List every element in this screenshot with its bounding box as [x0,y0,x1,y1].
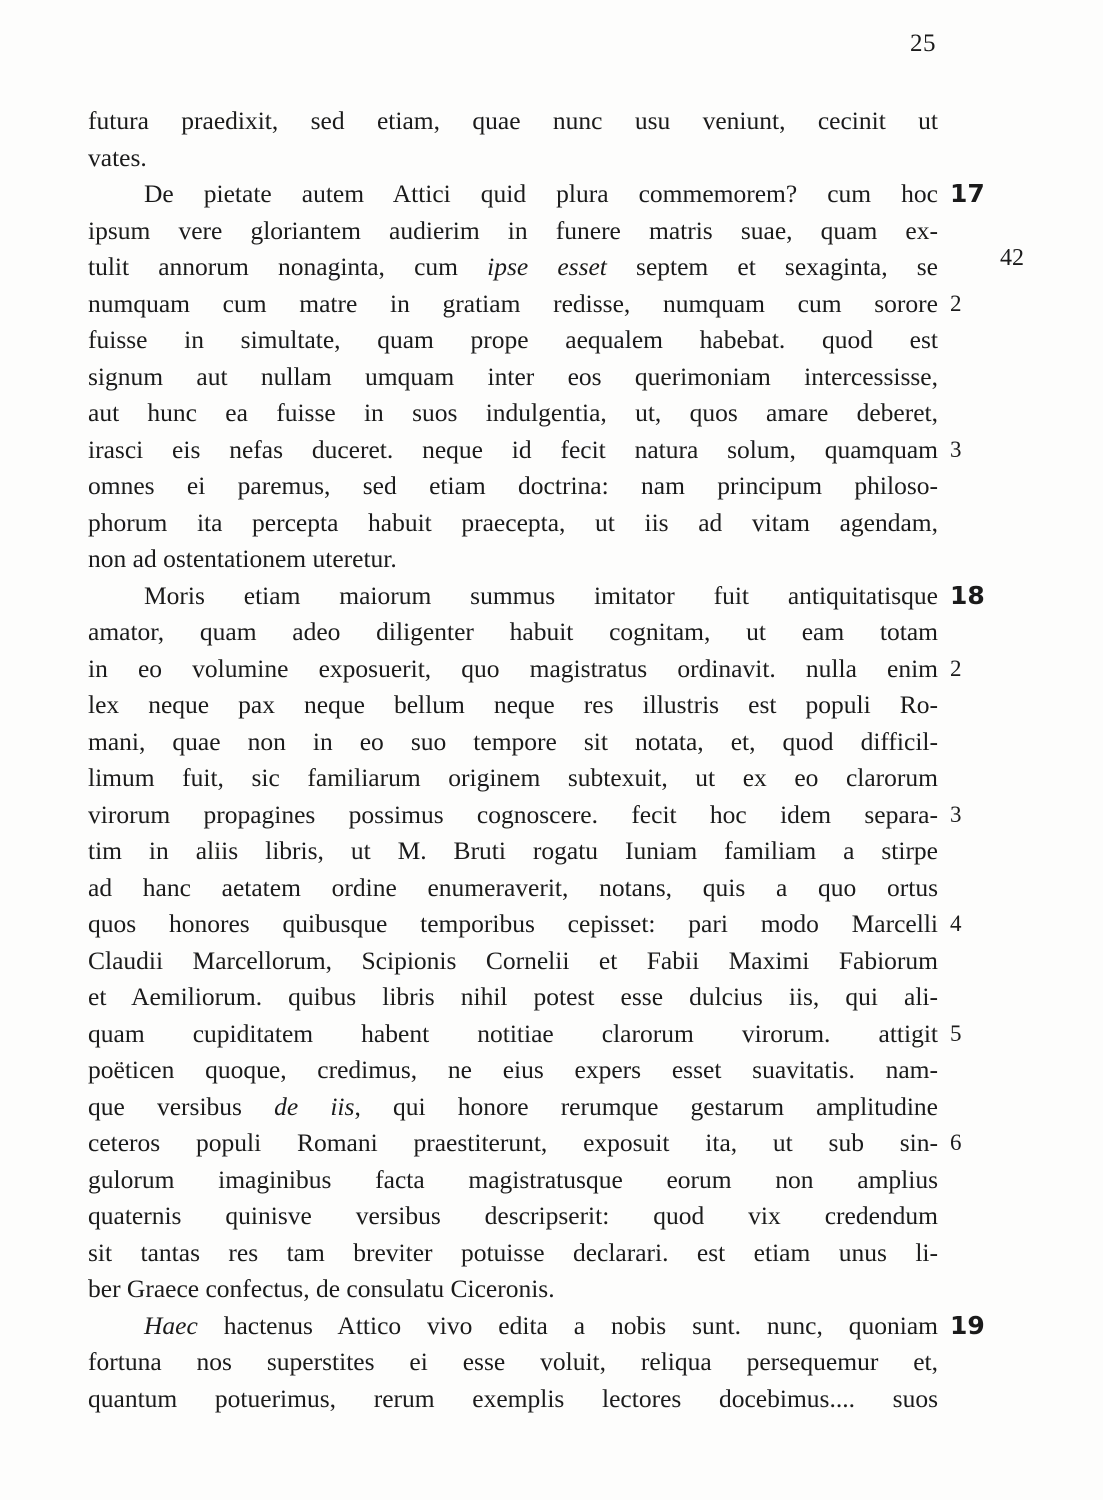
text-segment: limum fuit, sic familiarum originem subtexuit, ut ex eo clarorum [88,763,938,792]
body-text [88,103,985,1417]
text-line [88,1308,985,1345]
line-text [88,617,938,646]
line-text [88,873,938,902]
text-line [88,1016,962,1053]
line-text [88,1165,938,1194]
outer-margin-number: 42 [1000,245,1024,271]
text-line [88,760,938,797]
line-text [88,325,938,354]
text-segment: De pietate autem Attici quid plura commemorem? cum hoc [144,179,938,208]
section-number: 2 [950,655,962,681]
text-line [88,906,962,943]
text-line [88,1125,962,1162]
text-line [88,395,938,432]
text-line [88,797,962,834]
line-text [88,471,938,500]
italic-segment: ipse esset [487,252,607,281]
text-line [88,1089,938,1126]
text-line [88,359,938,396]
line-text [88,544,397,573]
text-segment: quos honores quibusque temporibus cepisset: pari modo Marcelli [88,909,938,938]
line-text [88,289,938,318]
text-segment: in eo volumine exposuerit, quo magistratus ordinavit. nulla enim [88,653,938,683]
text-line [88,870,938,907]
text-line [88,1162,938,1199]
text-segment: non ad ostentationem uteretur. [88,544,397,573]
text-segment: quantum potuerimus, rerum exemplis lectores docebimus.... suos [88,1383,938,1413]
text-line [88,322,938,359]
text-segment: tulit annorum nonaginta, cum [88,252,488,281]
text-line [88,578,985,615]
line-text [88,362,938,391]
text-segment: quaternis quinisve versibus descripserit: quod vix credendum [88,1201,938,1230]
text-segment: ceteros populi Romani praestiterunt, exposuit ita, ut sub sin- [88,1128,938,1157]
line-text [144,179,938,208]
text-segment: ber Graece confectus, de consulatu Ciceronis. [88,1274,555,1303]
italic-segment: Haec [144,1310,198,1340]
text-line [88,541,938,578]
line-text [88,763,938,792]
line-text [88,800,938,829]
text-line [88,1271,938,1308]
line-text [88,508,938,537]
text-line [88,505,938,542]
line-text [88,398,938,427]
line-text [88,690,938,719]
text-segment: fortuna nos superstites ei esse voluit, reliqua persequemur et, [88,1347,938,1376]
text-line [88,833,938,870]
text-segment: ad hanc aetatem ordine enumeraverit, notans, quis a quo ortus [88,872,938,902]
line-text [88,1274,555,1303]
text-line [88,943,938,980]
line-text [88,216,938,245]
text-line [88,468,938,505]
section-number: 6 [950,1130,962,1155]
text-segment: quam cupiditatem habent notitiae clarorum virorum. attigit [88,1018,938,1048]
line-text [88,1092,938,1121]
line-text [88,982,938,1011]
text-line [88,103,938,140]
text-segment: , qui honore rerumque gestarum amplitudine [354,1091,938,1121]
text-segment: signum aut nullam umquam inter eos querimoniam intercessisse, [88,361,938,391]
line-text [88,1384,938,1413]
text-segment: que versibus [88,1091,275,1121]
line-text [88,1019,938,1048]
text-line [88,1344,938,1381]
line-text [88,909,938,938]
italic-segment: de iis [274,1091,355,1121]
text-segment: numquam cum matre in gratiam redisse, numquam cum sorore [88,288,938,318]
text-segment: fuisse in simultate, quam prope aequalem habebat. quod est [88,325,938,354]
line-text [88,946,938,975]
section-number: 3 [950,801,962,827]
line-text [88,143,147,172]
text-segment: virorum propagines possimus cognoscere. fecit hoc idem separa- [88,799,938,829]
chapter-number: 18 [950,580,985,610]
section-number: 3 [950,436,962,462]
text-segment: hactenus Attico vivo edita a nobis sunt. nunc, quoniam [197,1310,938,1340]
chapter-number: 19 [950,1310,985,1340]
text-segment: omnes ei paremus, sed etiam doctrina: nam principum philoso- [88,471,938,500]
line-text [88,1201,938,1230]
text-segment: vates. [88,142,147,172]
text-segment: Moris etiam maiorum summus imitator fuit antiquitatisque [144,580,938,610]
text-line [88,1235,938,1272]
line-text [88,435,938,464]
text-line [88,249,938,286]
text-line [88,1052,938,1089]
line-text [144,581,938,610]
text-segment: septem et sexaginta, se [606,252,938,281]
line-text [88,836,938,865]
line-text [88,1055,938,1084]
text-segment: sit tantas res tam breviter potuisse declarari. est etiam unus li- [88,1237,938,1267]
text-line [88,1198,938,1235]
text-segment: futura praedixit, sed etiam, quae nunc usu veniunt, cecinit ut [88,106,938,135]
text-line [88,724,938,761]
line-text [88,1347,938,1376]
text-line [88,286,962,323]
text-segment: tim in aliis libris, ut M. Bruti rogatu Iuniam familiam a stirpe [88,836,938,865]
text-line [88,651,962,688]
text-segment: et Aemiliorum. quibus libris nihil potest esse dulcius iis, qui ali- [88,982,938,1011]
text-segment: phorum ita percepta habuit praecepta, ut iis ad vitam agendam, [88,507,938,537]
line-text [88,654,938,683]
text-line [88,979,938,1016]
line-text [88,1238,938,1267]
text-segment: lex neque pax neque bellum neque res illustris est populi Ro- [88,690,938,719]
chapter-number: 17 [950,179,985,208]
text-line [88,176,985,213]
text-segment: poëticen quoque, credimus, ne eius expers esset suavitatis. nam- [88,1055,938,1084]
line-text [88,106,938,135]
text-segment: Claudii Marcellorum, Scipionis Cornelii et Fabii Maximi Fabiorum [88,945,938,975]
text-segment: mani, quae non in eo suo tempore sit notata, et, quod difficil- [88,726,938,756]
line-text [144,1311,938,1340]
text-line [88,140,938,177]
page-number: 25 [910,30,936,57]
line-text [88,1128,938,1157]
text-segment: amator, quam adeo diligenter habuit cognitam, ut eam totam [88,617,938,646]
text-line [88,213,938,250]
section-number: 5 [950,1020,962,1046]
text-segment: ipsum vere gloriantem audierim in funere matris suae, quam ex- [88,215,938,245]
text-segment: aut hunc ea fuisse in suos indulgentia, ut, quos amare deberet, [88,398,938,427]
text-line [88,687,938,724]
section-number: 2 [950,290,962,316]
line-text [88,727,938,756]
text-segment: gulorum imaginibus facta magistratusque eorum non amplius [88,1164,938,1194]
line-text [88,252,938,281]
section-number: 4 [950,911,962,936]
text-line [88,1381,938,1418]
text-line [88,432,962,469]
text-segment: irasci eis nefas duceret. neque id fecit natura solum, quamquam [88,434,938,464]
text-line [88,614,938,651]
